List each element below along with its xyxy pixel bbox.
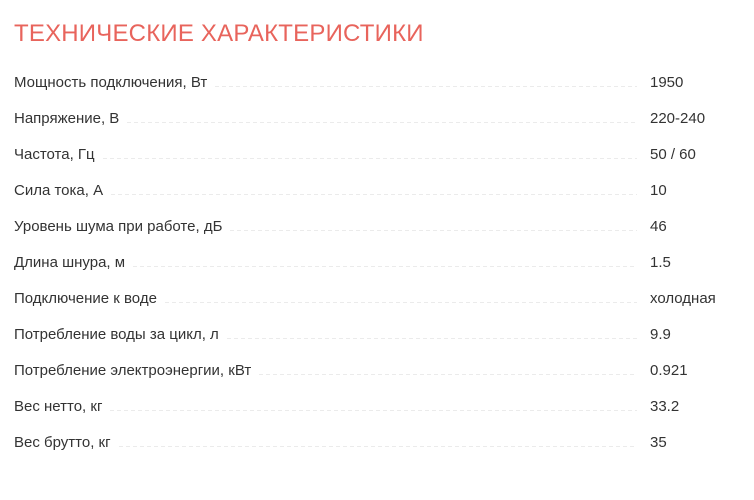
spec-value: 33.2 xyxy=(650,398,680,415)
spec-label: Вес брутто, кг xyxy=(14,434,111,451)
spec-value: 35 xyxy=(650,434,667,451)
spec-label: Потребление воды за цикл, л xyxy=(14,326,219,343)
dotted-leader xyxy=(230,230,637,231)
dotted-leader xyxy=(215,86,637,87)
dotted-leader xyxy=(133,266,637,267)
spec-label: Уровень шума при работе, дБ xyxy=(14,218,223,235)
spec-value: 46 xyxy=(650,218,667,235)
spec-table xyxy=(14,74,754,470)
dotted-leader xyxy=(111,194,637,195)
spec-row xyxy=(14,326,754,362)
spec-label: Потребление электроэнергии, кВт xyxy=(14,362,252,379)
dotted-leader xyxy=(227,338,637,339)
spec-row xyxy=(14,146,754,182)
spec-value: 1.5 xyxy=(650,254,671,271)
spec-label: Вес нетто, кг xyxy=(14,398,103,415)
dotted-leader xyxy=(119,446,637,447)
spec-label: Напряжение, В xyxy=(14,110,120,127)
spec-label: Сила тока, А xyxy=(14,182,104,199)
spec-row xyxy=(14,74,754,110)
spec-label: Частота, Гц xyxy=(14,146,95,163)
section-title: ТЕХНИЧЕСКИЕ ХАРАКТЕРИСТИКИ xyxy=(14,20,424,47)
spec-row xyxy=(14,110,754,146)
spec-label: Подключение к воде xyxy=(14,290,157,307)
dotted-leader xyxy=(259,374,637,375)
spec-row xyxy=(14,182,754,218)
dotted-leader xyxy=(103,158,637,159)
spec-row xyxy=(14,254,754,290)
dotted-leader xyxy=(110,410,637,411)
spec-value: 220-240 xyxy=(650,110,706,127)
spec-value: 50 / 60 xyxy=(650,146,696,163)
dotted-leader xyxy=(165,302,637,303)
spec-value: 0.921 xyxy=(650,362,688,379)
spec-value: 9.9 xyxy=(650,326,671,343)
spec-row xyxy=(14,362,754,398)
spec-value: холодная xyxy=(650,290,716,307)
spec-value: 1950 xyxy=(650,74,684,91)
spec-label: Мощность подключения, Вт xyxy=(14,74,208,91)
spec-row xyxy=(14,218,754,254)
spec-row xyxy=(14,398,754,434)
spec-row xyxy=(14,290,754,326)
spec-row xyxy=(14,434,754,470)
spec-value: 10 xyxy=(650,182,667,199)
dotted-leader xyxy=(127,122,637,123)
spec-label: Длина шнура, м xyxy=(14,254,126,271)
